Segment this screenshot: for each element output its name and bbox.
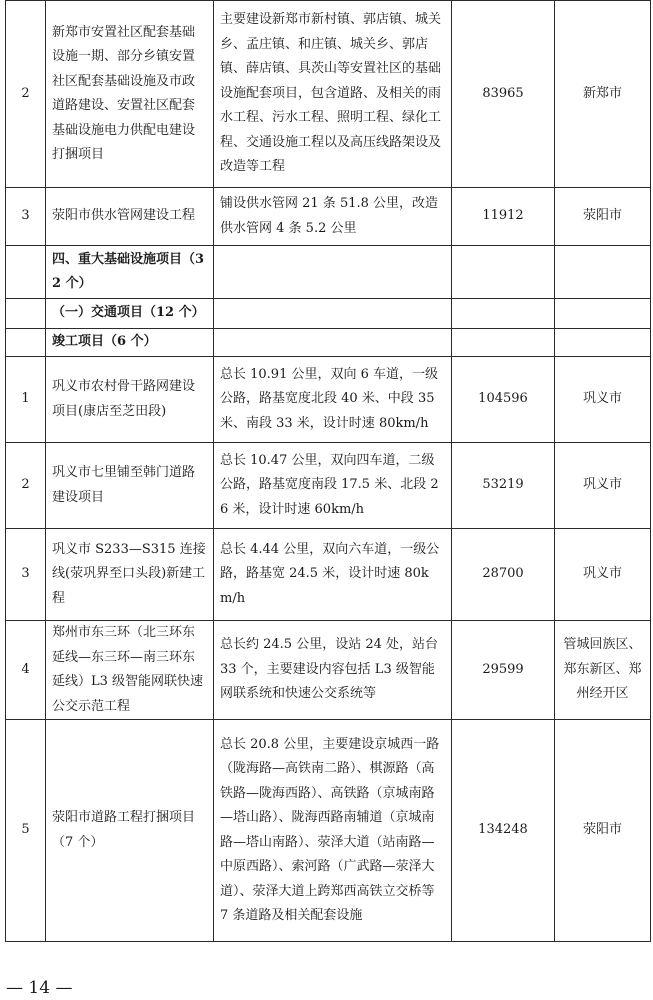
empty-cell	[555, 329, 651, 357]
empty-cell	[6, 246, 46, 299]
project-location: 荥阳市	[555, 720, 651, 942]
project-name: 郑州市东三环（北三环东延线—东三环—南三环东延线）L3 级智能网联快速公交示范工程	[46, 621, 214, 720]
row-index: 4	[6, 621, 46, 720]
empty-cell	[555, 299, 651, 329]
project-content: 总长 10.47 公里，双向四车道，二级公路，路基宽度南段 17.5 米、北段 26 米，设计时速 60km/h	[214, 443, 452, 529]
project-name: 巩义市 S233—S315 连接线(荥巩界至口头段)新建工程	[46, 529, 214, 621]
row-index: 3	[6, 188, 46, 246]
empty-cell	[555, 246, 651, 299]
project-content: 主要建设新郑市新村镇、郭店镇、城关乡、孟庄镇、和庄镇、城关乡、郭店镇、薛店镇、具茨山等安置社区的基础设施配套项目，包含道路、及相关的雨水工程、污水工程、照明工程、绿化工程、交通设施工程以及高压线路架设及改造等工程	[214, 1, 452, 188]
empty-cell	[6, 299, 46, 329]
page-number: — 14 —	[6, 978, 73, 998]
table-row	[6, 188, 651, 246]
empty-cell	[214, 329, 452, 357]
section-heading: 四、重大基础设施项目（32 个）	[46, 246, 214, 299]
empty-cell	[214, 299, 452, 329]
empty-cell	[214, 246, 452, 299]
project-content: 铺设供水管网 21 条 51.8 公里，改造供水管网 4 条 5.2 公里	[214, 188, 452, 246]
project-name: 新郑市安置社区配套基础设施一期、部分乡镇安置社区配套基础设施及市政道路建设、安置社区配套基础设施电力供配电建设打捆项目	[46, 1, 214, 188]
project-investment: 134248	[452, 720, 555, 942]
row-index: 5	[6, 720, 46, 942]
table-row	[6, 621, 651, 720]
empty-cell	[452, 246, 555, 299]
project-content: 总长约 24.5 公里，设站 24 处，站台 33 个，主要建设内容包括 L3 级智能网联系统和快速公交系统等	[214, 621, 452, 720]
empty-cell	[452, 299, 555, 329]
row-index: 3	[6, 529, 46, 621]
project-investment: 53219	[452, 443, 555, 529]
table-row	[6, 299, 651, 329]
project-content: 总长 20.8 公里，主要建设京城西一路（陇海路—高铁南二路）、棋源路（高铁路—陇海西路）、高铁路（京城南路—塔山路）、陇海西路南辅道（京城南路—塔山南路）、荥泽大道（站南路—中原西路）、索河路（广武路—荥泽大道）、荥泽大道上跨郑西高铁立交桥等 7 条道路及相关配套设施	[214, 720, 452, 942]
project-content: 总长 10.91 公里，双向 6 车道，一级公路，路基宽度北段 40 米、中段 35 米、南段 33 米，设计时速 80km/h	[214, 357, 452, 443]
section-heading: （一）交通项目（12 个）	[46, 299, 214, 329]
project-name: 荥阳市道路工程打捆项目（7 个）	[46, 720, 214, 942]
table-row	[6, 529, 651, 621]
project-location: 巩义市	[555, 357, 651, 443]
table-row	[6, 246, 651, 299]
table-row	[6, 357, 651, 443]
project-location: 荥阳市	[555, 188, 651, 246]
project-name: 荥阳市供水管网建设工程	[46, 188, 214, 246]
project-content: 总长 4.44 公里，双向六车道，一级公路，路基宽 24.5 米，设计时速 80km/h	[214, 529, 452, 621]
row-index: 1	[6, 357, 46, 443]
empty-cell	[6, 329, 46, 357]
project-investment: 29599	[452, 621, 555, 720]
table-row	[6, 720, 651, 942]
project-location: 巩义市	[555, 443, 651, 529]
project-investment: 11912	[452, 188, 555, 246]
row-index: 2	[6, 443, 46, 529]
project-location: 管城回族区、郑东新区、郑州经开区	[555, 621, 651, 720]
table-row	[6, 329, 651, 357]
project-investment: 28700	[452, 529, 555, 621]
project-location: 巩义市	[555, 529, 651, 621]
empty-cell	[452, 329, 555, 357]
table-row	[6, 1, 651, 188]
table-row	[6, 443, 651, 529]
project-name: 巩义市七里铺至韩门道路建设项目	[46, 443, 214, 529]
project-name: 巩义市农村骨干路网建设项目(康店至芝田段)	[46, 357, 214, 443]
row-index: 2	[6, 1, 46, 188]
project-table	[5, 0, 651, 942]
project-investment: 104596	[452, 357, 555, 443]
section-heading: 竣工项目（6 个）	[46, 329, 214, 357]
project-location: 新郑市	[555, 1, 651, 188]
project-investment: 83965	[452, 1, 555, 188]
